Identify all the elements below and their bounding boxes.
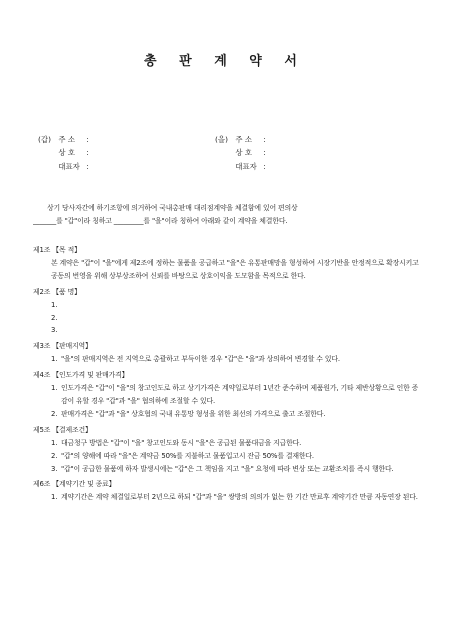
article-6-item-1-text: 계약기간은 계약 체결일로부터 2년으로 하되 "갑"과 "을" 쌍방의 의의가 없는 한 기간 만료후 계약기간 만큼 자동연장 된다. — [61, 493, 418, 502]
article-4-item-1: 1. 인도가격은 "갑"이 "을"의 창고인도로 하고 상기가격은 계약일로부터 1년간 준수하며 제품원가, 기타 제반상황으로 인한 증감이 유할 경우 "갑"과 "을" 협의하에 조절할 수 있다. — [51, 382, 421, 408]
article-1-heading — [33, 244, 421, 257]
article-6-item-1: 1. 계약기간은 계약 체결일로부터 2년으로 하되 "갑"과 "을" 쌍방의 의의가 없는 한 기간 만료후 계약기간 만큼 자동연장 된다. — [51, 491, 421, 504]
party-a-block — [33, 133, 89, 173]
article-6 — [33, 478, 421, 504]
article-2-item-3-text — [61, 324, 421, 337]
article-6-title: 【계약기간 및 종료】 — [52, 480, 116, 489]
article-5-item-2: 2. "갑"의 양해에 따라 "을"은 계약금 50%를 지불하고 물품입고시 잔금 50%를 결재한다. — [51, 450, 421, 463]
article-4-title: 【인도가격 및 판매가격】 — [52, 371, 129, 380]
article-1-number: 제1조 — [33, 246, 51, 254]
article-4-item-2-text: 판매가격은 "갑"과 "을" 상호협의 국내 유통망 형성을 위한 최선의 가격으로 출고 조절한다. — [61, 409, 326, 418]
party-b-label: (을) — [215, 135, 228, 144]
article-6-heading — [33, 478, 421, 491]
article-4-number: 제4조 — [33, 371, 51, 380]
article-3-item-1-text: "을"의 판매지역은 전 지역으로 총괄하고 부득이한 경우 "갑"은 "을"과 상의하여 변경할 수 있다. — [61, 355, 340, 364]
article-list — [33, 244, 421, 507]
article-4 — [33, 369, 421, 421]
party-a-label: (갑) — [38, 135, 51, 144]
article-2-item-2: 2. — [51, 312, 421, 325]
article-6-number: 제6조 — [33, 480, 51, 489]
article-2-item-1: 1. — [51, 299, 421, 312]
article-2-item-1-text — [61, 299, 421, 312]
article-2-heading — [33, 286, 421, 299]
article-2-item-3: 3. — [51, 324, 421, 337]
article-3-number: 제3조 — [33, 342, 51, 351]
article-5-item-1: 1. 대금청구 방법은 "갑"이 "을" 창고인도와 동시 "을"은 공급된 물품대금을 지급한다. — [51, 437, 421, 450]
article-1 — [33, 244, 421, 283]
article-1-paragraph: 본 계약은 "갑"이 "을"에게 제2조에 정하는 물품을 공급하고 "을"은 유통판매망을 형성하여 시장기반을 안정적으로 확장시키고 공동의 번영을 위해 상부상조하여 신뢰를 바탕으로 상호이익을 도모함을 목적으로 한다. — [51, 258, 419, 280]
party-b-address-key: 주 소 — [235, 135, 252, 144]
party-b-company-row: 상 호 : — [210, 146, 266, 159]
article-1-title: 【목 적】 — [52, 246, 81, 254]
article-2-item-2-text — [61, 312, 421, 325]
article-2 — [33, 286, 421, 338]
intro-line-1: 상기 당사자간에 하기조항에 의거하여 국내총판매 대리점계약을 체결함에 있어 편의상 — [47, 204, 298, 212]
party-a-company-row: 상 호 : — [33, 146, 89, 159]
party-a-address-row: (갑) 주 소 : — [33, 133, 89, 146]
article-4-heading — [33, 369, 421, 382]
party-b-ceo-key: 대표자 — [235, 161, 257, 171]
article-3-item-1: 1. "을"의 판매지역은 전 지역으로 총괄하고 부득이한 경우 "갑"은 "을"과 상의하여 변경할 수 있다. — [51, 353, 421, 366]
article-5-heading — [33, 424, 421, 437]
intro-line-2: _______를 "갑"이라 칭하고 _________를 "을"이라 칭하여 아래와 같이 계약을 체결한다. — [33, 216, 288, 225]
party-a-ceo-row: 대표자 : — [33, 160, 89, 173]
article-5-item-3: 3. "갑"이 공급한 물품에 하자 발생시에는 "갑"은 그 책임을 지고 "을" 요청에 따라 변상 또는 교환조치를 즉시 행한다. — [51, 463, 421, 476]
article-5-item-1-text: 대금청구 방법은 "갑"이 "을" 창고인도와 동시 "을"은 공급된 물품대금을 지급한다. — [61, 438, 302, 447]
article-3 — [33, 340, 421, 366]
article-5-item-3-text: "갑"이 공급한 물품에 하자 발생시에는 "갑"은 그 책임을 지고 "을" 요청에 따라 변상 또는 교환조치를 즉시 행한다. — [61, 464, 394, 473]
intro-paragraph — [33, 202, 421, 227]
document-title: 총 판 계 약 서 — [144, 54, 306, 69]
article-5-item-2-text: "갑"의 양해에 따라 "을"은 계약금 50%를 지불하고 물품입고시 잔금 50%를 결재한다. — [61, 451, 314, 460]
article-4-item-1-text: 인도가격은 "갑"이 "을"의 창고인도로 하고 상기가격은 계약일로부터 1년간 준수하며 제품원가, 기타 제반상황으로 인한 증감이 유할 경우 "갑"과 "을" 협의하에 조절할 수 있다. — [61, 384, 419, 405]
article-2-number: 제2조 — [33, 287, 51, 296]
article-5 — [33, 424, 421, 476]
article-5-number: 제5조 — [33, 425, 51, 434]
party-b-ceo-row: 대표자 : — [210, 160, 266, 173]
party-a-ceo-key: 대표자 — [58, 161, 80, 171]
party-b-block — [210, 133, 266, 173]
article-5-title: 【결제조건】 — [52, 425, 92, 434]
party-b-company-key: 상 호 — [235, 148, 252, 158]
article-3-title: 【판매지역】 — [52, 342, 92, 351]
article-4-item-2: 2. 판매가격은 "갑"과 "을" 상호협의 국내 유통망 형성을 위한 최선의 가격으로 출고 조절한다. — [51, 408, 421, 421]
party-a-company-key: 상 호 — [58, 148, 75, 158]
party-a-address-key: 주 소 — [58, 135, 75, 144]
article-3-heading — [33, 340, 421, 353]
party-b-address-row: (을) 주 소 : — [210, 133, 266, 146]
article-2-title: 【품 명】 — [52, 287, 81, 296]
